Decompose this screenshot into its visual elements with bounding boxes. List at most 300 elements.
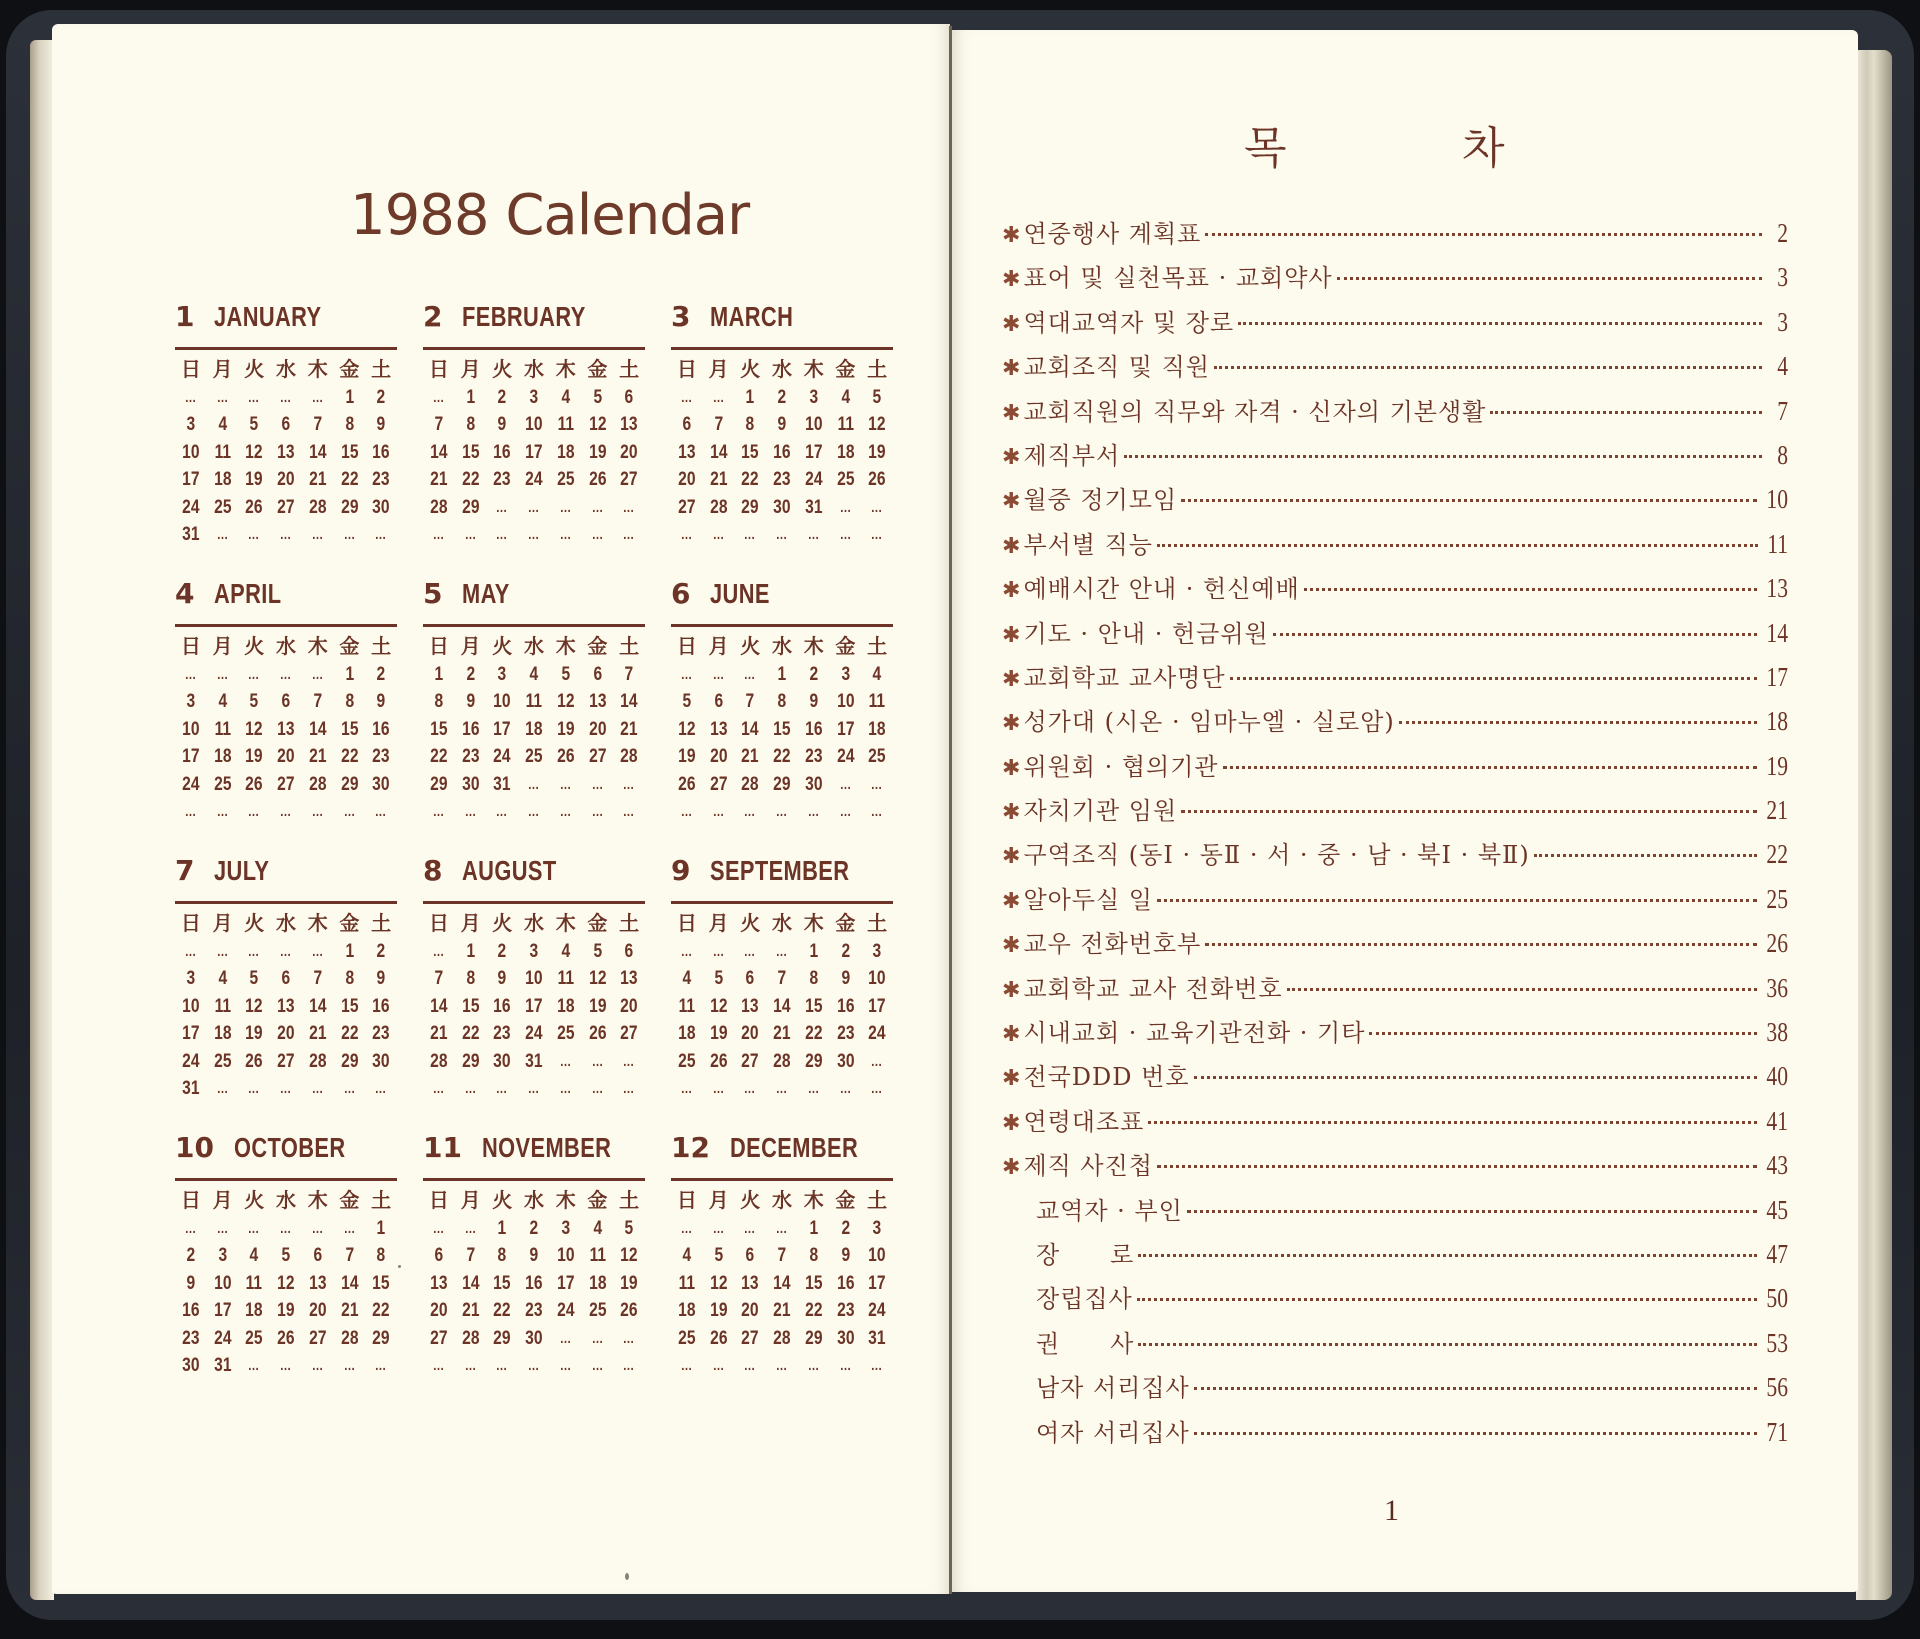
day-cell: 8 xyxy=(809,1245,819,1267)
day-cell: 26 xyxy=(588,1023,607,1045)
day-cell: 21 xyxy=(309,469,327,491)
weekday-header: 水 xyxy=(275,1188,296,1212)
weekday-header: 月 xyxy=(460,1188,481,1212)
empty-day: … xyxy=(279,802,293,819)
month-number: 12 xyxy=(671,1131,710,1164)
empty-day: … xyxy=(744,1079,757,1096)
toc-entry-page: 41 xyxy=(1766,1105,1788,1136)
day-cell: 6 xyxy=(281,691,291,713)
day-cell: 14 xyxy=(461,1272,480,1294)
day-cell: 18 xyxy=(588,1272,607,1294)
day-cell: 25 xyxy=(678,1327,696,1349)
asterisk-bullet-icon: ✱ xyxy=(1002,578,1021,604)
weekday-header: 土 xyxy=(619,357,640,381)
day-cell: 29 xyxy=(805,1327,823,1349)
toc-entry-label: 역대교역자 및 장로 xyxy=(1023,308,1235,337)
toc-entry-label: 여자 서리집사 xyxy=(1036,1418,1190,1447)
day-cell: 25 xyxy=(245,1327,263,1349)
toc-entry xyxy=(1002,214,1788,258)
day-cell: 28 xyxy=(309,1050,327,1072)
day-cell: 20 xyxy=(430,1300,448,1322)
day-cell: 16 xyxy=(372,718,390,740)
day-cell: 3 xyxy=(218,1245,227,1267)
empty-day: … xyxy=(591,498,604,515)
day-cell: 7 xyxy=(434,414,444,436)
day-cell: 4 xyxy=(218,414,227,436)
empty-day: … xyxy=(343,1220,356,1236)
day-cell: 27 xyxy=(741,1327,759,1349)
month-number: 7 xyxy=(175,854,195,887)
day-cell: 2 xyxy=(809,664,819,685)
day-cell: 7 xyxy=(745,691,755,713)
weekday-header: 土 xyxy=(867,1188,888,1212)
day-cell: 17 xyxy=(213,1300,232,1322)
empty-day: … xyxy=(464,1356,477,1373)
day-cell: 8 xyxy=(777,691,787,713)
day-cell: 12 xyxy=(868,414,886,436)
day-cell: 13 xyxy=(709,718,728,740)
toc-entry-page: 40 xyxy=(1766,1061,1788,1092)
day-cell: 18 xyxy=(245,1300,263,1322)
month-may xyxy=(423,570,645,825)
empty-day: … xyxy=(712,802,725,819)
toc-entry xyxy=(1002,969,1788,1013)
asterisk-bullet-icon: ✱ xyxy=(1002,977,1021,1003)
toc-entry-label: 장 로 xyxy=(1036,1240,1135,1269)
toc-entry-page: 22 xyxy=(1766,839,1788,870)
day-cell: 26 xyxy=(245,1050,263,1072)
day-cell: 4 xyxy=(218,968,227,990)
day-cell: 25 xyxy=(525,746,543,768)
empty-day: … xyxy=(712,525,725,542)
day-cell: 19 xyxy=(588,441,607,463)
day-cell: 13 xyxy=(430,1272,448,1294)
asterisk-bullet-icon: ✱ xyxy=(1002,1022,1021,1048)
dot-leader xyxy=(1181,810,1757,813)
asterisk-bullet-icon: ✱ xyxy=(1002,755,1021,781)
day-cell: 2 xyxy=(497,941,507,962)
day-cell: 17 xyxy=(525,995,543,1017)
month-name: AUGUST xyxy=(462,855,558,886)
dot-leader xyxy=(1399,721,1757,724)
dot-leader xyxy=(1490,411,1762,414)
weekday-header: 水 xyxy=(771,357,792,381)
page-edges-left xyxy=(30,40,54,1600)
day-cell: 22 xyxy=(773,746,791,768)
day-cell: 24 xyxy=(213,1327,232,1349)
empty-day: … xyxy=(432,525,445,542)
day-cell: 31 xyxy=(525,1050,543,1072)
empty-day: … xyxy=(559,1329,572,1346)
empty-day: … xyxy=(591,525,604,542)
day-cell: 9 xyxy=(376,968,386,990)
day-cell: 10 xyxy=(868,1245,886,1267)
day-cell: 30 xyxy=(493,1050,511,1072)
dot-leader xyxy=(1230,677,1757,680)
day-cell: 16 xyxy=(805,718,823,740)
day-cell: 25 xyxy=(213,496,232,518)
day-cell: 28 xyxy=(340,1327,359,1349)
month-grid xyxy=(423,354,645,548)
empty-day: … xyxy=(216,1220,229,1236)
paper-speck xyxy=(625,1573,629,1580)
month-rule xyxy=(671,347,893,350)
month-rule xyxy=(175,347,397,350)
empty-day: … xyxy=(464,1220,477,1236)
day-cell: 16 xyxy=(461,718,480,740)
toc-entry-page: 10 xyxy=(1766,484,1788,515)
day-cell: 14 xyxy=(430,995,448,1017)
toc-entry-page: 26 xyxy=(1766,928,1788,959)
weekday-header: 火 xyxy=(492,911,513,935)
day-cell: 22 xyxy=(461,469,480,491)
empty-day: … xyxy=(432,1356,445,1373)
day-cell: 9 xyxy=(497,968,507,990)
day-cell: 19 xyxy=(709,1023,728,1045)
weekday-header: 日 xyxy=(676,357,697,381)
day-cell: 10 xyxy=(182,718,200,740)
day-cell: 15 xyxy=(805,995,823,1017)
day-cell: 1 xyxy=(345,941,354,962)
day-cell: 24 xyxy=(805,469,823,491)
day-cell: 12 xyxy=(678,718,696,740)
day-cell: 7 xyxy=(313,414,323,436)
asterisk-bullet-icon: ✱ xyxy=(1002,800,1021,826)
day-cell: 1 xyxy=(345,387,354,408)
day-cell: 28 xyxy=(773,1327,791,1349)
day-cell: 3 xyxy=(809,387,819,408)
toc-entry-label: 부서별 직능 xyxy=(1023,530,1153,559)
empty-day: … xyxy=(311,1079,324,1096)
day-cell: 8 xyxy=(809,968,819,990)
weekday-header: 月 xyxy=(708,357,729,381)
day-cell: 17 xyxy=(836,718,855,740)
day-cell: 14 xyxy=(309,718,327,740)
day-cell: 30 xyxy=(372,1050,390,1072)
toc-entry xyxy=(1002,747,1788,791)
day-cell: 13 xyxy=(741,1272,759,1294)
day-cell: 15 xyxy=(461,995,480,1017)
toc-entry xyxy=(1002,1146,1788,1190)
month-april xyxy=(175,570,397,825)
day-cell: 30 xyxy=(372,773,390,795)
day-cell: 14 xyxy=(430,441,448,463)
empty-day: … xyxy=(744,525,757,542)
empty-day: … xyxy=(279,943,293,959)
empty-day: … xyxy=(870,1052,884,1069)
day-cell: 11 xyxy=(525,691,543,713)
day-cell: 23 xyxy=(182,1327,200,1349)
weekday-header: 月 xyxy=(212,911,233,935)
day-cell: 1 xyxy=(809,1218,819,1239)
toc-entry-page: 53 xyxy=(1766,1327,1788,1358)
empty-day: … xyxy=(343,1079,356,1096)
asterisk-bullet-icon: ✱ xyxy=(1002,400,1021,426)
weekday-header: 水 xyxy=(523,1188,544,1212)
dot-leader xyxy=(1214,366,1762,369)
day-cell: 2 xyxy=(497,387,507,408)
month-number: 8 xyxy=(423,854,443,887)
day-cell: 24 xyxy=(557,1300,575,1322)
toc-entry-label: 연중행사 계획표 xyxy=(1023,220,1202,248)
asterisk-bullet-icon: ✱ xyxy=(1002,356,1021,382)
day-cell: 3 xyxy=(872,941,882,962)
toc-entry-page: 18 xyxy=(1766,706,1788,737)
weekday-header: 水 xyxy=(275,634,296,658)
day-cell: 26 xyxy=(709,1050,728,1072)
day-cell: 4 xyxy=(218,691,227,713)
weekday-header: 金 xyxy=(339,911,360,935)
empty-day: … xyxy=(680,1079,693,1096)
empty-day: … xyxy=(527,802,541,819)
day-cell: 18 xyxy=(213,746,232,768)
day-cell: 15 xyxy=(461,441,480,463)
weekday-header: 火 xyxy=(244,911,265,935)
empty-day: … xyxy=(807,802,820,819)
day-cell: 29 xyxy=(461,496,480,518)
day-cell: 12 xyxy=(620,1245,638,1267)
month-name: JANUARY xyxy=(214,301,322,332)
day-cell: 26 xyxy=(588,469,607,491)
day-cell: 25 xyxy=(588,1300,607,1322)
weekday-header: 水 xyxy=(523,357,544,381)
day-cell: 24 xyxy=(182,1050,200,1072)
day-cell: 15 xyxy=(773,718,791,740)
asterisk-bullet-icon: ✱ xyxy=(1002,622,1021,648)
dot-leader xyxy=(1137,1298,1757,1301)
day-cell: 11 xyxy=(246,1272,263,1294)
day-cell: 13 xyxy=(588,691,607,713)
day-cell: 16 xyxy=(773,441,791,463)
day-cell: 14 xyxy=(309,441,327,463)
day-cell: 31 xyxy=(182,1077,200,1099)
day-cell: 12 xyxy=(277,1272,295,1294)
day-cell: 16 xyxy=(182,1300,200,1322)
day-cell: 15 xyxy=(340,718,359,740)
month-january xyxy=(175,293,397,548)
month-grid xyxy=(175,354,397,548)
day-cell: 8 xyxy=(345,968,354,990)
weekday-header: 火 xyxy=(244,357,265,381)
empty-day: … xyxy=(559,802,572,819)
day-cell: 27 xyxy=(277,496,295,518)
day-cell: 26 xyxy=(868,469,886,491)
empty-day: … xyxy=(527,525,541,542)
month-number: 1 xyxy=(175,300,195,333)
weekday-header: 木 xyxy=(555,357,576,381)
month-september xyxy=(671,847,893,1102)
toc-entry-page: 19 xyxy=(1766,750,1788,781)
day-cell: 4 xyxy=(529,664,539,685)
day-cell: 1 xyxy=(745,387,755,408)
day-cell: 27 xyxy=(741,1050,759,1072)
day-cell: 21 xyxy=(309,746,327,768)
day-cell: 23 xyxy=(773,469,791,491)
toc-entry-label: 알아두실 일 xyxy=(1023,885,1153,914)
day-cell: 24 xyxy=(182,773,200,795)
toc-entry-page: 7 xyxy=(1777,395,1788,426)
day-cell: 13 xyxy=(277,718,295,740)
day-cell: 30 xyxy=(773,496,791,518)
day-cell: 24 xyxy=(525,1023,543,1045)
empty-day: … xyxy=(591,1329,604,1346)
weekday-header: 月 xyxy=(212,634,233,658)
day-cell: 1 xyxy=(466,387,475,408)
day-cell: 13 xyxy=(741,995,759,1017)
weekday-header: 木 xyxy=(803,1188,824,1212)
day-cell: 9 xyxy=(777,414,787,436)
empty-day: … xyxy=(248,802,261,819)
month-grid xyxy=(175,908,397,1102)
empty-day: … xyxy=(248,1220,261,1236)
day-cell: 1 xyxy=(777,664,787,685)
day-cell: 23 xyxy=(372,1023,390,1045)
empty-day: … xyxy=(216,525,229,542)
day-cell: 9 xyxy=(497,414,507,436)
dot-leader xyxy=(1194,1432,1757,1435)
weekday-header: 火 xyxy=(740,357,761,381)
weekday-header: 木 xyxy=(555,1188,576,1212)
day-cell: 2 xyxy=(841,1218,850,1239)
empty-day: … xyxy=(839,1079,852,1096)
month-rule xyxy=(423,624,645,627)
month-number: 6 xyxy=(671,577,691,610)
toc-entry-page: 14 xyxy=(1766,617,1788,648)
month-header xyxy=(175,293,397,333)
month-name: DECEMBER xyxy=(729,1132,859,1163)
weekday-header: 月 xyxy=(708,634,729,658)
toc-entry xyxy=(1002,880,1788,924)
day-cell: 28 xyxy=(741,773,759,795)
day-cell: 21 xyxy=(461,1300,480,1322)
weekday-header: 金 xyxy=(835,357,856,381)
day-cell: 7 xyxy=(434,968,444,990)
month-header xyxy=(175,1124,397,1164)
month-rule xyxy=(175,1178,397,1181)
day-cell: 21 xyxy=(430,1023,448,1045)
month-header xyxy=(175,847,397,887)
empty-day: … xyxy=(680,943,693,959)
toc-list xyxy=(1002,214,1788,1457)
empty-day: … xyxy=(374,1079,388,1096)
day-cell: 15 xyxy=(493,1272,511,1294)
day-cell: 31 xyxy=(805,496,823,518)
day-cell: 23 xyxy=(836,1300,855,1322)
day-cell: 16 xyxy=(493,995,511,1017)
month-march xyxy=(671,293,893,548)
day-cell: 5 xyxy=(872,387,882,408)
month-rule xyxy=(671,1178,893,1181)
toc-entry-label: 교회학교 교사명단 xyxy=(1023,663,1226,692)
empty-day: … xyxy=(216,666,229,682)
weekday-header: 火 xyxy=(740,1188,761,1212)
day-cell: 18 xyxy=(678,1300,696,1322)
day-cell: 19 xyxy=(709,1300,728,1322)
day-cell: 21 xyxy=(620,718,638,740)
day-cell: 30 xyxy=(372,496,390,518)
empty-day: … xyxy=(680,666,693,682)
day-cell: 15 xyxy=(430,718,448,740)
month-header xyxy=(423,293,645,333)
empty-day: … xyxy=(464,802,477,819)
day-cell: 22 xyxy=(430,746,448,768)
day-cell: 19 xyxy=(277,1300,295,1322)
month-grid xyxy=(423,908,645,1102)
day-cell: 12 xyxy=(709,1272,728,1294)
empty-day: … xyxy=(496,1356,509,1373)
day-cell: 1 xyxy=(809,941,819,962)
empty-day: … xyxy=(622,1052,636,1069)
day-cell: 15 xyxy=(372,1272,390,1294)
month-name: APRIL xyxy=(214,578,282,609)
weekday-header: 木 xyxy=(803,911,824,935)
day-cell: 11 xyxy=(557,968,574,990)
toc-entry-page: 4 xyxy=(1777,351,1788,382)
toc-entry-label: 표어 및 실천목표 · 교회약사 xyxy=(1023,264,1333,293)
day-cell: 20 xyxy=(277,746,295,768)
empty-day: … xyxy=(216,389,229,405)
day-cell: 22 xyxy=(340,746,359,768)
empty-day: … xyxy=(839,498,852,515)
day-cell: 5 xyxy=(714,968,723,990)
page-edges-right xyxy=(1856,50,1892,1600)
day-cell: 10 xyxy=(182,441,200,463)
empty-day: … xyxy=(870,498,884,515)
day-cell: 19 xyxy=(620,1272,638,1294)
weekday-header: 月 xyxy=(460,911,481,935)
day-cell: 25 xyxy=(213,1050,232,1072)
dot-leader xyxy=(1287,988,1757,991)
toc-entry-label: 교우 전화번호부 xyxy=(1023,930,1202,959)
day-cell: 4 xyxy=(561,941,571,962)
empty-day: … xyxy=(870,1079,884,1096)
day-cell: 19 xyxy=(245,1023,263,1045)
day-cell: 20 xyxy=(309,1300,327,1322)
empty-day: … xyxy=(622,498,636,515)
weekday-header: 日 xyxy=(428,1188,449,1212)
day-cell: 22 xyxy=(340,1023,359,1045)
toc-entry xyxy=(1002,303,1788,347)
day-cell: 5 xyxy=(682,691,692,713)
month-rule xyxy=(423,901,645,904)
empty-day: … xyxy=(712,1356,725,1373)
toc-entry-label: 교회학교 교사 전화번호 xyxy=(1023,974,1283,1003)
month-june xyxy=(671,570,893,825)
day-cell: 20 xyxy=(620,995,638,1017)
weekday-header: 金 xyxy=(339,357,360,381)
empty-day: … xyxy=(775,1356,789,1373)
day-cell: 1 xyxy=(497,1218,507,1239)
day-cell: 21 xyxy=(340,1300,359,1322)
day-cell: 16 xyxy=(372,441,390,463)
day-cell: 12 xyxy=(245,441,263,463)
day-cell: 23 xyxy=(836,1023,855,1045)
day-cell: 13 xyxy=(678,441,696,463)
empty-day: … xyxy=(775,943,789,959)
month-rule xyxy=(175,901,397,904)
day-cell: 27 xyxy=(309,1327,327,1349)
weekday-header: 土 xyxy=(619,634,640,658)
month-name: MARCH xyxy=(710,301,794,332)
weekday-header: 水 xyxy=(771,634,792,658)
day-cell: 5 xyxy=(593,941,602,962)
day-cell: 8 xyxy=(466,414,475,436)
weekday-header: 金 xyxy=(339,634,360,658)
empty-day: … xyxy=(680,802,693,819)
toc-entry-label: 월중 정기모임 xyxy=(1023,486,1178,515)
empty-day: … xyxy=(311,943,324,959)
day-cell: 8 xyxy=(345,691,354,713)
